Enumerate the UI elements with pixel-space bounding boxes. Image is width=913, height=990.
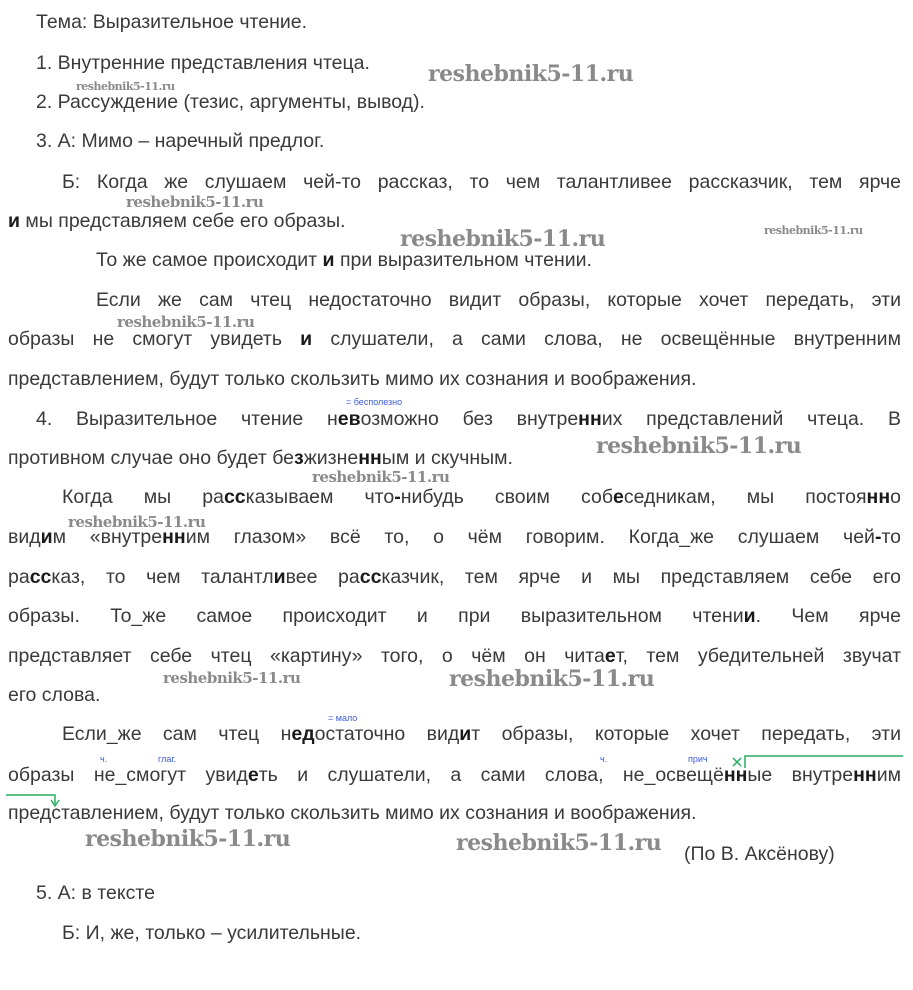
item-2: 2. Рассуждение (тезис, аргументы, вывод).: [36, 91, 425, 113]
watermark: reshebnik5-11.ru: [400, 226, 606, 252]
note-malo: = мало: [328, 713, 358, 723]
watermark: reshebnik5-11.ru: [117, 313, 255, 331]
note-ch2: ч.: [600, 754, 608, 764]
author-citation: (По В. Аксёнову): [684, 843, 835, 865]
item-3a: 3. А: Мимо – наречный предлог.: [36, 130, 325, 152]
p4-line2: противном случае оно будет безжизненным и скучным.: [8, 447, 513, 469]
particle-bold: и: [322, 249, 335, 271]
q-line4: образы. То_же самое происходит и при выразительном чтении. Чем ярче: [8, 605, 902, 627]
watermark: reshebnik5-11.ru: [85, 826, 291, 852]
q-line5: представляет себе чтец «картину» того, о чём он читает, тем убедительней звучат: [8, 645, 902, 667]
note-besp: = бесполезно: [346, 397, 403, 407]
watermark: reshebnik5-11.ru: [76, 80, 175, 93]
item-3d-line1: Если же сам чтец недостаточно видит образы, которые хочет передать, эти: [96, 289, 901, 311]
item-5b: Б: И, же, только – усилительные.: [62, 922, 362, 944]
item-3b-rest: мы представляем себе его образы.: [20, 210, 346, 232]
watermark: reshebnik5-11.ru: [312, 468, 450, 486]
p4-line1: 4. Выразительное чтение невозможно без внутренних представлений чтеца. В: [36, 408, 901, 430]
item-1: 1. Внутренние представления чтеца.: [36, 52, 370, 74]
watermark: reshebnik5-11.ru: [428, 61, 634, 87]
q-line3: рассказ, то чем талантливее рассказчик, тем ярче и мы представляем себе его: [8, 566, 901, 588]
item-3d-line3: представлением, будут только скользить мимо их сознания и воображения.: [8, 368, 697, 390]
item-3d-line2: образы не смогут увидеть и слушатели, а сами слова, не освещённые внутренним: [8, 328, 901, 350]
r-line3: представлением, будут только скользить мимо их сознания и воображения.: [8, 802, 697, 824]
note-prich: прич: [688, 754, 708, 764]
note-ch1: ч.: [100, 754, 108, 764]
item-5a: 5. А: в тексте: [36, 882, 155, 904]
watermark: reshebnik5-11.ru: [764, 224, 863, 237]
watermark: reshebnik5-11.ru: [596, 433, 802, 459]
r-line1: Если_же сам чтец недостаточно видит образы, которые хочет передать, эти: [62, 723, 901, 745]
q-line2: видим «внутренним глазом» всё то, о чём говорим. Когда_же слушаем чей-то: [8, 526, 901, 548]
particle-bold: и: [300, 328, 313, 350]
watermark: reshebnik5-11.ru: [68, 513, 206, 531]
topic-line: Тема: Выразительное чтение.: [36, 11, 308, 33]
watermark: reshebnik5-11.ru: [449, 666, 655, 692]
particle-bold: и: [8, 210, 20, 232]
item-3c: То же самое происходит и при выразительном чтении.: [96, 249, 592, 271]
q-line1: Когда мы рассказываем что-нибудь своим собеседникам, мы постоянно: [62, 486, 901, 508]
watermark: reshebnik5-11.ru: [126, 193, 264, 211]
q-line6: его слова.: [8, 684, 101, 706]
watermark: reshebnik5-11.ru: [456, 830, 662, 856]
note-glag: глаг.: [158, 754, 177, 764]
r-line2: образы не_смогут увидеть и слушатели, а сами слова, не_освещённые внутренним: [8, 764, 901, 786]
watermark: reshebnik5-11.ru: [163, 669, 301, 687]
item-3b-line1: Б: Когда же слушаем чей-то рассказ, то чем талантливее рассказчик, тем ярче: [62, 171, 901, 193]
